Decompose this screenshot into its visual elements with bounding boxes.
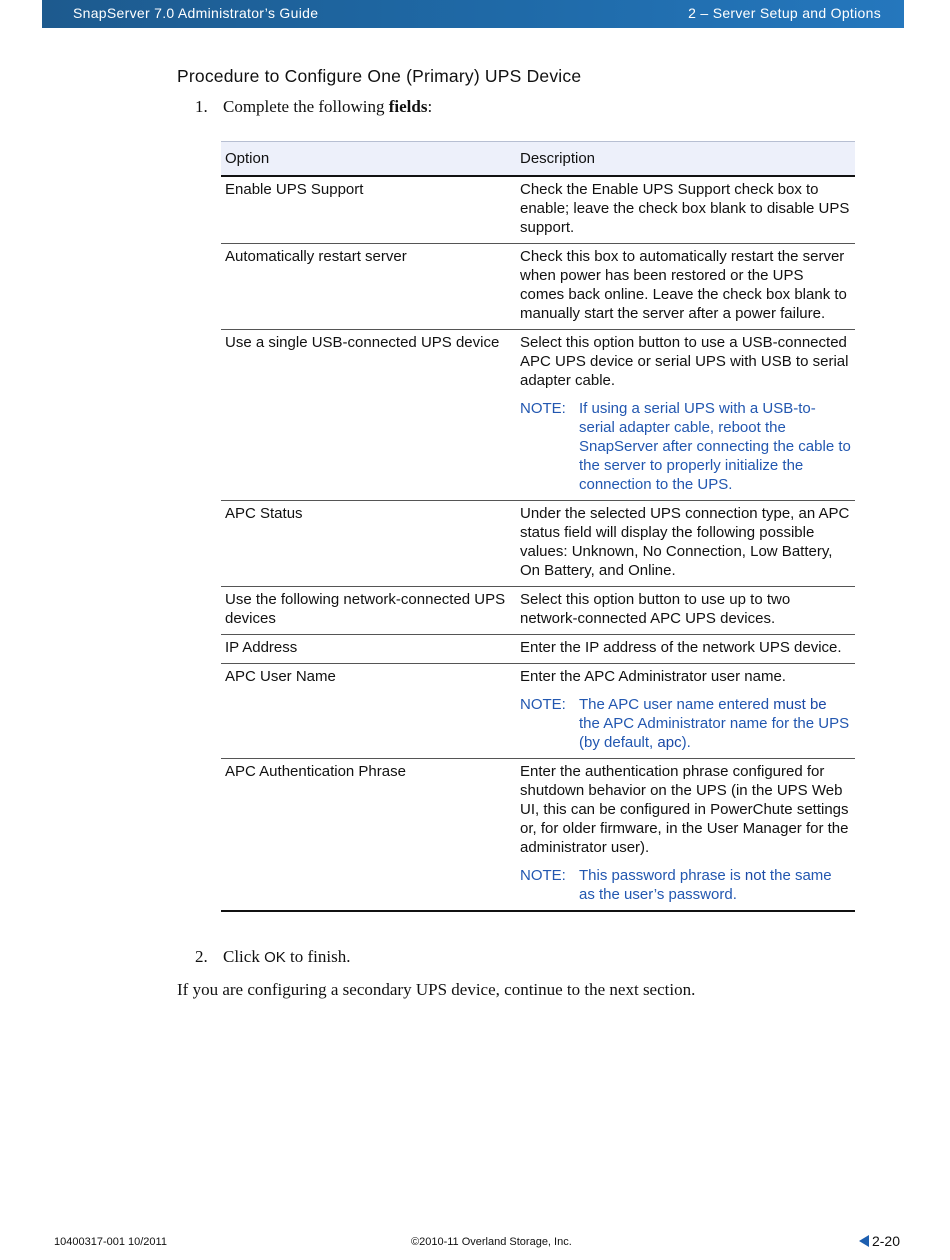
footer-doc-number: 10400317-001 10/2011 xyxy=(54,1236,167,1248)
note xyxy=(520,695,851,752)
running-header xyxy=(42,0,904,28)
note-emphasis: must be xyxy=(773,696,827,713)
table-row xyxy=(221,176,855,244)
description-text: Enter the APC Administrator user name. xyxy=(520,668,786,685)
column-header-option: Option xyxy=(221,142,516,177)
description-text: check box to enable; leave the check box blank to disable UPS support. xyxy=(520,181,850,236)
step-text-end: : xyxy=(427,97,433,116)
header-guide-title: SnapServer 7.0 Administrator’s Guide xyxy=(73,5,319,21)
option-cell: Automatically restart server xyxy=(221,244,516,330)
step-text-end: to finish. xyxy=(285,947,351,966)
table-row xyxy=(221,587,855,635)
note-fragment: This password phrase is xyxy=(579,867,745,884)
footer-copyright: ©2010-11 Overland Storage, Inc. xyxy=(411,1236,572,1248)
note xyxy=(520,866,851,904)
option-cell: Enable UPS Support xyxy=(221,176,516,244)
description-cell: Enter the IP address of the network UPS device. xyxy=(516,635,855,664)
note-fragment: The APC user name entered xyxy=(579,696,774,713)
option-cell: Use the following network-connected UPS devices xyxy=(221,587,516,635)
previous-page-arrow-icon[interactable] xyxy=(859,1235,869,1247)
note-fragment: the same as the user’s password. xyxy=(579,867,832,903)
note-fragment: ). xyxy=(681,734,691,751)
description-cell xyxy=(516,759,855,912)
table-row xyxy=(221,330,855,501)
page-number: 2-20 xyxy=(871,1233,900,1249)
description-text: Check the xyxy=(520,181,592,198)
table-row xyxy=(221,244,855,330)
option-cell: APC Authentication Phrase xyxy=(221,759,516,912)
header-chapter-title: 2 – Server Setup and Options xyxy=(688,5,881,21)
footer-page[interactable] xyxy=(859,1233,900,1249)
step-number: 1. xyxy=(195,97,208,116)
note-emphasis: not xyxy=(744,867,766,884)
description-cell: Check this box to automatically restart the server when power has been restored or the UPS comes back online. Leave the check box blank to manually start the server after a power failure. xyxy=(516,244,855,330)
note xyxy=(520,399,851,494)
ups-options-table xyxy=(221,141,855,912)
note-text: If using a serial UPS with a USB-to-serial adapter cable, reboot the SnapServer after connecting the cable to the server to properly initialize the connection to the UPS. xyxy=(579,400,851,493)
closing-paragraph: If you are configuring a secondary UPS device, continue to the next section. xyxy=(177,980,696,999)
step-1 xyxy=(195,97,432,117)
table-row xyxy=(221,635,855,664)
note-label: NOTE: xyxy=(520,400,566,417)
option-cell: APC User Name xyxy=(221,664,516,759)
step-2 xyxy=(195,947,350,967)
note-text xyxy=(579,866,851,904)
option-cell: APC Status xyxy=(221,501,516,587)
description-text: Select this option button to use a USB-connected APC UPS device or serial UPS with USB to serial adapter cable. xyxy=(520,334,849,389)
ok-label: OK xyxy=(264,949,286,966)
option-cell: Use a single USB-connected UPS device xyxy=(221,330,516,501)
note-label: NOTE: xyxy=(520,867,566,884)
step-number: 2. xyxy=(195,947,208,966)
description-text: Enter the authentication phrase configured for shutdown behavior on the UPS (in the UPS Web UI, this can be configured in PowerChute settings or, for older firmware, in the User Manager for the administrator user). xyxy=(520,763,849,856)
note-label: NOTE: xyxy=(520,696,566,713)
note-fragment: the APC Administrator name for the UPS (by default, xyxy=(579,715,850,751)
section-title: Procedure to Configure One (Primary) UPS Device xyxy=(177,66,582,86)
description-cell: Under the selected UPS connection type, an APC status field will display the following possible values: Unknown, No Connection, Low Battery, On Battery, and Online. xyxy=(516,501,855,587)
description-cell: Select this option button to use up to two network-connected APC UPS devices. xyxy=(516,587,855,635)
description-cell xyxy=(516,330,855,501)
table-row xyxy=(221,501,855,587)
step-bold-term: fields xyxy=(388,97,428,116)
table-header-row xyxy=(221,142,855,177)
description-term: Enable UPS Support xyxy=(591,181,731,198)
note-emphasis: apc xyxy=(657,734,682,751)
description-cell xyxy=(516,176,855,244)
option-cell: IP Address xyxy=(221,635,516,664)
table-row xyxy=(221,759,855,912)
column-header-description: Description xyxy=(516,142,855,177)
step-text: Complete the following xyxy=(223,97,389,116)
table-row xyxy=(221,664,855,759)
note-text xyxy=(579,695,851,752)
description-cell xyxy=(516,664,855,759)
step-text: Click xyxy=(223,947,265,966)
